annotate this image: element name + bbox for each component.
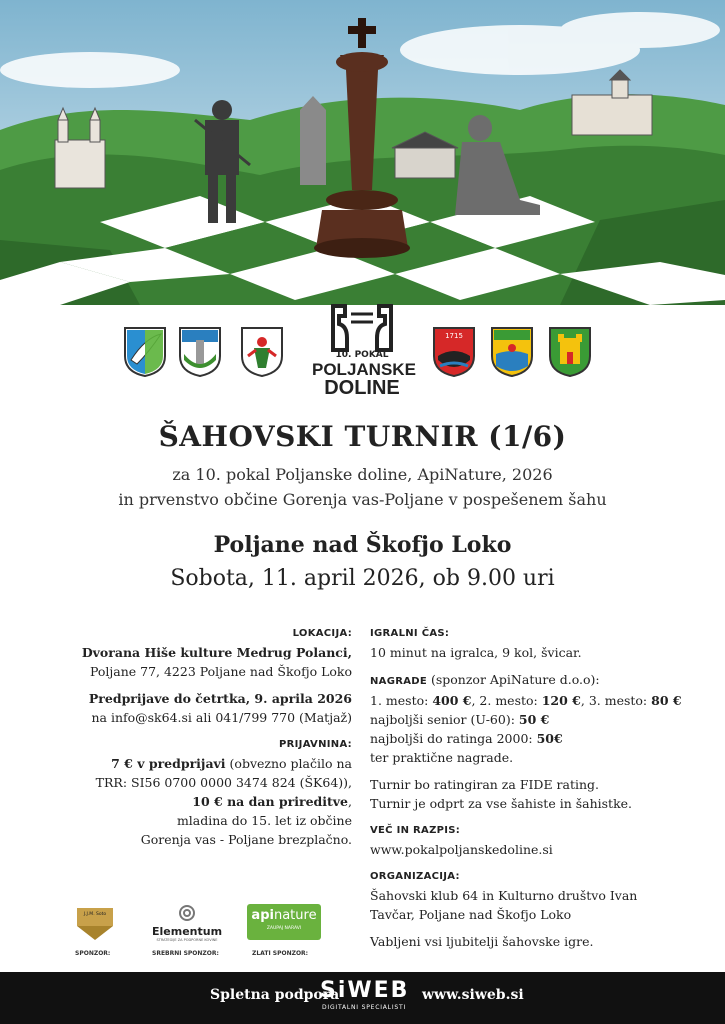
siweb-name: SiWEB <box>320 978 410 1003</box>
fide-note: Turnir bo ratingiran za FIDE rating. <box>370 777 600 792</box>
fee-onsite-comma: , <box>348 794 352 809</box>
location-label: LOKACIJA: <box>292 628 352 639</box>
event-date: Sobota, 11. april 2026, ob 9.00 uri <box>170 566 555 591</box>
apinature-tag: ZAUPAJ NARAVI <box>266 926 302 931</box>
api-text: api <box>251 908 274 923</box>
prereg-deadline: Predprijave do četrtka, 9. aprila 2026 <box>88 691 352 706</box>
prize-2-value: 120 € <box>541 693 581 708</box>
elementum-name: Elementum <box>152 925 223 938</box>
senior-prize-label: najboljši senior (U-60): <box>370 712 519 727</box>
coat-of-arms-6 <box>548 326 592 378</box>
venue: Dvorana Hiše kulture Medrug Polanci, <box>81 645 352 660</box>
event-title: ŠAHOVSKI TURNIR (1/6) <box>158 420 567 453</box>
event-subtitle-1: za 10. pokal Poljanske doline, ApiNature, 2026 <box>172 465 553 484</box>
nature-text: nature <box>273 908 317 923</box>
website-link[interactable]: www.pokalpoljanskedoline.si <box>370 842 553 857</box>
logo-line1: POLJANSKE <box>312 360 416 379</box>
event-place: Poljane nad Škofjo Loko <box>213 532 512 558</box>
apinature-logo[interactable] <box>247 904 321 940</box>
sponsor-label: SPONZOR: <box>75 950 111 957</box>
elementum-logo[interactable] <box>152 904 222 944</box>
footer-url[interactable]: www.siweb.si <box>422 987 524 1003</box>
sponsors <box>60 898 350 960</box>
org-line-2: Tavčar, Poljane nad Škofjo Loko <box>370 907 572 922</box>
coat-of-arms-5 <box>490 326 534 378</box>
fee-label: PRIJAVNINA: <box>279 739 352 750</box>
tower <box>300 96 326 185</box>
prizes-label: NAGRADE <box>370 676 427 687</box>
time-label: IGRALNI ČAS: <box>370 628 450 639</box>
open-note: Turnir je odprt za vse šahiste in šahistke. <box>370 796 633 811</box>
sponsor-logo[interactable] <box>75 906 115 942</box>
youth-line-2: Gorenja vas - Poljane brezplačno. <box>140 832 352 847</box>
prereg-contact[interactable]: na info@sk64.si ali 041/799 770 (Matjaž) <box>91 710 352 725</box>
address: Poljane 77, 4223 Poljane nad Škofjo Loko <box>89 664 352 679</box>
org-line-1: Šahovski klub 64 in Kulturno društvo Ivan <box>370 888 638 903</box>
prizes-sponsor: (sponzor ApiNature d.o.o): <box>427 672 600 687</box>
org-label: ORGANIZACIJA: <box>370 871 460 882</box>
prize-1-value: 400 € <box>432 693 472 708</box>
coat-of-arms-2 <box>178 326 222 378</box>
right-column <box>370 624 690 951</box>
fee-trr: TRR: SI56 0700 0000 3474 824 (ŠK64)), <box>95 775 352 790</box>
prize-3-label: , 3. mesto: <box>580 693 652 708</box>
rating-prize-label: najboljši do ratinga 2000: <box>370 731 537 746</box>
footer-support-label: Spletna podpora <box>210 987 340 1003</box>
rating-prize-value: 50€ <box>536 731 563 746</box>
elementum-tag: STRATEGIJE ZA PODPORNE KOVINE <box>156 938 218 942</box>
elementum-swirl-icon <box>178 904 196 922</box>
sponsor-logo-text: J.J.M. Soto <box>83 912 107 917</box>
silver-sponsor-label: SREBRNI SPONZOR: <box>152 950 219 957</box>
fee-onsite: 10 € na dan prireditve <box>192 794 349 809</box>
prize-1-label: 1. mesto: <box>370 693 433 708</box>
logo-line2: DOLINE <box>324 377 400 399</box>
hero-illustration <box>0 0 725 305</box>
logo-top: 10. POKAL <box>335 350 389 360</box>
pokal-logo <box>312 300 416 400</box>
invitation: Vabljeni vsi ljubitelji šahovske igre. <box>370 934 594 949</box>
practical-prizes: ter praktične nagrade. <box>370 750 514 765</box>
left-column <box>60 624 352 849</box>
more-label: VEČ IN RAZPIS: <box>370 825 461 836</box>
event-subtitle-2: in prvenstvo občine Gorenja vas-Poljane v pospešenem šahu <box>118 490 607 509</box>
prize-3-value: 80 € <box>651 693 682 708</box>
senior-prize-value: 50 € <box>518 712 550 727</box>
gold-sponsor-label: ZLATI SPONZOR: <box>252 950 309 957</box>
siweb-tag: DIGITALNI SPECIALISTI <box>321 1004 407 1011</box>
prize-2-label: , 2. mesto: <box>471 693 542 708</box>
coat-of-arms-3 <box>240 326 284 378</box>
coat-of-arms-4 <box>432 326 476 378</box>
crest-number: 1715 <box>445 332 463 340</box>
rook-logo-icon <box>327 304 397 354</box>
time-text: 10 minut na igralca, 9 kol, švicar. <box>370 645 582 660</box>
siweb-logo[interactable] <box>320 978 408 1018</box>
youth-line-1: mladina do 15. let iz občine <box>176 813 352 828</box>
footer-bar <box>0 972 725 1024</box>
prize-places <box>370 691 690 710</box>
fee-prereg: 7 € v predprijavi <box>111 756 226 771</box>
coat-of-arms-1 <box>123 326 167 378</box>
fee-prereg-note: (obvezno plačilo na <box>225 756 352 771</box>
